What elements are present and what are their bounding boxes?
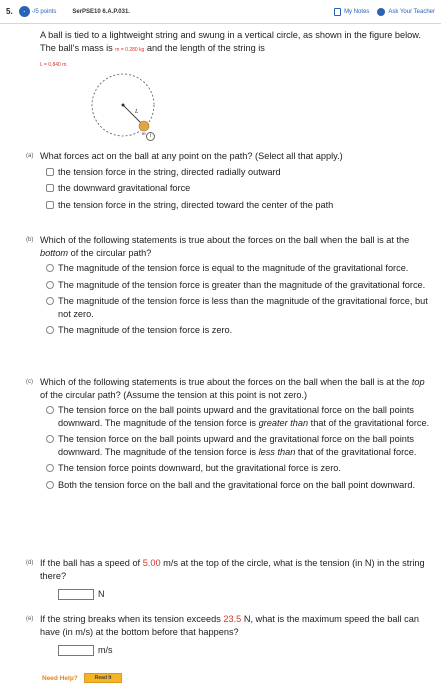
intro-text-2: and the length of the string is xyxy=(146,43,265,53)
figure-info-icon[interactable]: i xyxy=(146,132,155,141)
question-text: Which of the following statements is true about the forces on the ball when the ball is at the xyxy=(40,377,410,387)
option-text: The magnitude of the tension force is zero. xyxy=(58,325,233,335)
my-notes-label: My Notes xyxy=(344,8,370,15)
part-b-option[interactable] xyxy=(58,324,434,337)
part-a-option[interactable] xyxy=(58,182,434,195)
tension-value: 23.5 xyxy=(223,614,242,624)
checkbox[interactable] xyxy=(46,184,54,192)
checkbox[interactable] xyxy=(46,201,54,209)
radio-button[interactable] xyxy=(46,464,54,472)
problem-statement xyxy=(40,29,430,72)
option-emphasis: less than xyxy=(258,446,296,457)
points-label: -/5 points xyxy=(31,8,57,15)
option-text: The magnitude of the tension force is less than the magnitude of the gravitational force, but not zero. xyxy=(58,296,428,319)
radio-button[interactable] xyxy=(46,297,54,305)
radio-button[interactable] xyxy=(46,481,54,489)
read-it-button[interactable]: Read It xyxy=(84,673,123,683)
question-text: If the ball has a speed of xyxy=(40,558,141,568)
length-label: L xyxy=(135,109,139,115)
option-text: Both the tension force on the ball and the gravitational force on the ball point downward. xyxy=(58,479,416,490)
part-d-label: (d) xyxy=(26,560,34,566)
part-b xyxy=(26,234,434,341)
question-text: of the circular path? (Assume the tension at this point is not zero.) xyxy=(40,389,308,400)
option-text: The tension force on the ball points upward and the gravitational force on the ball points downward. The magnitude of the tension force is xyxy=(58,434,414,457)
part-a xyxy=(26,150,434,215)
question-emphasis: top xyxy=(411,377,425,387)
radio-button[interactable] xyxy=(46,406,54,414)
question-text: of the circular path? xyxy=(70,247,152,258)
question-text: m/s at the top of the circle, what is the tension (in N) in the string there? xyxy=(40,558,425,581)
need-help-label: Need Help? xyxy=(42,674,78,682)
problem-code: SerPSE10 6.A.P.031. xyxy=(72,8,130,15)
part-a-option[interactable] xyxy=(58,199,434,212)
intro-text-1: A ball is tied to a lightweight string and swung in a vertical circle, as shown in the figure below. The ball's mass is xyxy=(40,30,421,53)
tension-answer-input[interactable] xyxy=(58,589,94,600)
ask-teacher-button[interactable] xyxy=(377,8,435,16)
points-status-icon: · xyxy=(19,6,30,17)
ask-teacher-label: Ask Your Teacher xyxy=(388,8,435,15)
part-b-option[interactable] xyxy=(58,262,434,275)
radio-button[interactable] xyxy=(46,435,54,443)
my-notes-button[interactable] xyxy=(334,8,369,16)
checkbox[interactable] xyxy=(46,168,54,176)
question-text: If the string breaks when its tension exceeds xyxy=(40,614,221,624)
part-e-label: (e) xyxy=(26,616,34,622)
option-text: The tension force points downward, but the gravitational force is zero. xyxy=(58,463,341,473)
part-d-answer-row xyxy=(58,588,434,601)
radio-button[interactable] xyxy=(46,326,54,334)
option-text: the downward gravitational force xyxy=(58,183,191,193)
length-given: L = 0.840 m. xyxy=(40,62,68,68)
question-emphasis: bottom xyxy=(40,247,69,258)
part-e-question xyxy=(40,613,434,638)
mass-given: m = 0.280 kg xyxy=(115,47,145,53)
part-c-label: (c) xyxy=(26,379,33,385)
option-text: The tension force on the ball points upward and the gravitational force on the ball points downward. The magnitude of the tension force is xyxy=(58,405,414,428)
part-b-option[interactable] xyxy=(58,295,434,320)
part-d-question xyxy=(40,557,434,582)
mass-label: m xyxy=(142,132,146,137)
question-text: Which of the following statements is true about the forces on the ball when the ball is at the xyxy=(40,235,410,245)
notes-icon xyxy=(334,8,341,16)
speed-value: 5.00 xyxy=(142,558,161,568)
question-text: N, what is the maximum speed the ball can have (in m/s) at the bottom before that happens? xyxy=(40,614,419,637)
part-b-question xyxy=(40,234,434,259)
part-b-label: (b) xyxy=(26,237,34,243)
option-text: the tension force in the string, directed radially outward xyxy=(58,166,281,177)
need-help-bar xyxy=(42,673,122,683)
option-emphasis: greater than xyxy=(258,417,309,428)
part-c-option[interactable] xyxy=(58,404,434,429)
option-text: that of the gravitational force. xyxy=(297,446,417,457)
header-actions xyxy=(334,8,435,16)
part-c-option[interactable] xyxy=(58,462,434,475)
option-text: The magnitude of the tension force is equal to the magnitude of the gravitational force. xyxy=(58,263,409,273)
part-c-question xyxy=(40,376,434,401)
question-header xyxy=(0,0,441,24)
part-e-answer-row xyxy=(58,644,434,657)
ball xyxy=(139,121,149,131)
part-a-question: What forces act on the ball at any point on the path? (Select all that apply.) xyxy=(40,151,343,161)
part-d xyxy=(26,557,434,601)
part-b-option[interactable] xyxy=(58,279,434,292)
circle-figure xyxy=(78,68,168,146)
ask-teacher-icon xyxy=(377,8,385,16)
option-text: The magnitude of the tension force is greater than the magnitude of the gravitational force. xyxy=(58,279,426,290)
speed-answer-input[interactable] xyxy=(58,645,94,656)
part-c-option[interactable] xyxy=(58,479,434,492)
part-c-option[interactable] xyxy=(58,433,434,458)
speed-unit: m/s xyxy=(98,645,113,655)
radio-button[interactable] xyxy=(46,264,54,272)
part-a-option[interactable] xyxy=(58,166,434,179)
part-e xyxy=(26,613,434,657)
option-text: the tension force in the string, directed toward the center of the path xyxy=(58,199,334,210)
part-c xyxy=(26,376,434,495)
part-a-label: (a) xyxy=(26,153,34,159)
radio-button[interactable] xyxy=(46,281,54,289)
tension-unit: N xyxy=(98,589,105,599)
option-text: that of the gravitational force. xyxy=(310,417,430,428)
question-number: 5. xyxy=(6,7,13,16)
